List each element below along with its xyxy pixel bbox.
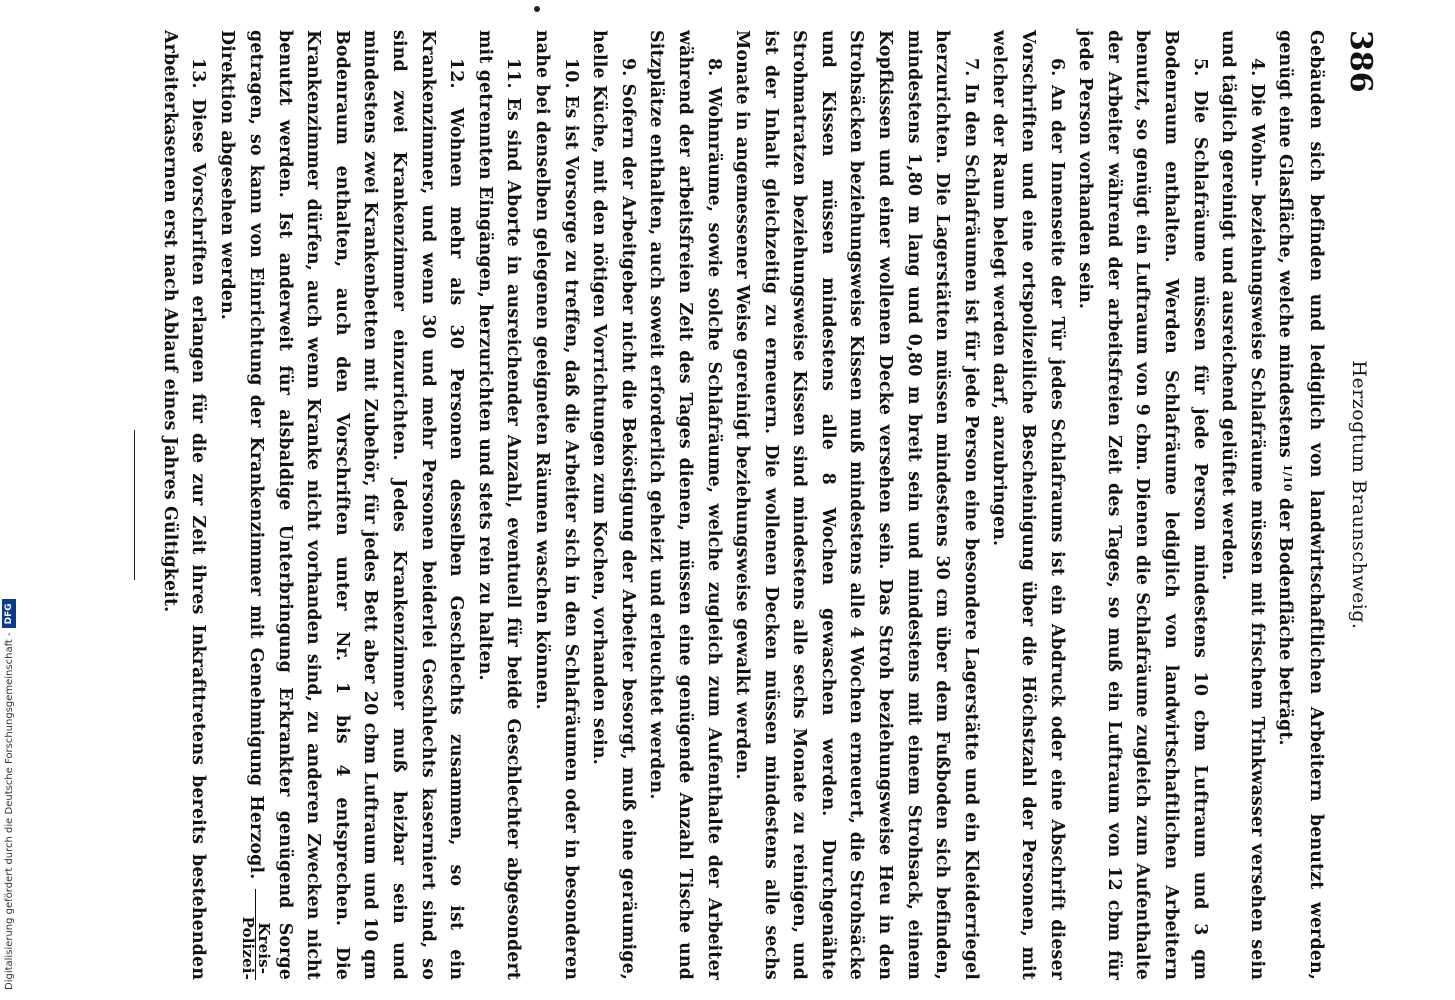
paragraph-5: 5. Die Schlafräume müssen für jede Person mindestens 10 cbm Luftraum und 3 qm Bodenraum enthalten. Werden Schlafräume lediglich von landwirtschaftlichen Arbeitern benutzt, so genügt ein Luftraum von 9 cbm. Dienen die Schlafräume zugleich zum Aufenthalte der Arbeiter während der arbeitsfreien Zeit des Tages, so muß ein Luftraum von 12 cbm für jede Person vorhanden sein. xyxy=(1075,30,1210,980)
document-page xyxy=(140,0,1390,1000)
page-header xyxy=(1338,0,1378,1000)
page-number: 386 xyxy=(1343,30,1378,93)
paragraph-10: 10. Es ist Vorsorge zu treffen, daß die Arbeiter sich in den Schlafräumen oder in besonderen nahe bei denselben gelegenen geeigneten Räumen waschen können. xyxy=(531,30,581,980)
body-text xyxy=(114,30,1330,980)
section-divider xyxy=(134,430,135,580)
paragraph-4: 4. Die Wohn- beziehungsweise Schlafräume müssen mit frischem Trinkwasser versehen sein und täglich gereinigt und ausreichend gelüftet werden. xyxy=(1218,30,1267,980)
paragraph-12: 12. Wohnen mehr als 30 Personen desselben Geschlechts zusammen, so ist ein Krankenzimmer, und wenn 30 und mehr Personen beiderlei Geschlechts kaserniert sind, so sind zwei Krankenzimmer einzurichten. Jedes Krankenzimmer muß heizbar sein und mindestens zwei Krankenbetten mit Zubehör, für jedes Bett aber 20 cbm Luftraum und 10 qm Bodenraum enthalten, auch den Vorschriften unter Nr. 1 bis 4 entsprechen. Die Krankenzimmer dürfen, auch wenn Kranke nicht vorhanden sind, zu anderen Zwecken nicht benutzt werden. Ist anderweit für alsbaldige Unterbringung Erkrankter genügend Sorge getragen, so kann von Einrichtung der Krankenzimmer mit Genehmigung Herzogl. Kreis- Polizei- Direktion abgesehen werden. xyxy=(217,30,467,980)
fraction: 1/10 xyxy=(1281,464,1295,492)
paragraph-6: 6. An der Innenseite der Tür jedes Schlafraums ist ein Abdruck oder eine Abschrift dieser Vorschriften und eine ortspolizeiliche Bescheinigung über die Höchstzahl der Personen, mit welcher der Raum belegt werden darf, anzubringen. xyxy=(989,30,1067,980)
paragraph-continuation: Gebäuden sich befinden und lediglich von landwirtschaftlichen Arbeitern benutzt werden, genügt eine Glasfläche, welche mindestens $^{1/10}$ der Bodenfläche beträgt. xyxy=(1275,30,1326,980)
paragraph-9: 9. Sofern der Arbeitgeber nicht die Beköstigung der Arbeiter besorgt, muß eine geräumige, helle Küche, mit den nötigen Vorrichtungen zum Kochen, vorhanden sein. xyxy=(589,30,638,980)
dfg-logo-icon: DFG xyxy=(2,599,16,628)
margin-dot xyxy=(534,6,540,12)
running-head: Herzogtum Braunschweig. xyxy=(1348,360,1370,630)
digitization-credit: Digitalisierung gefördert durch die Deutsche Forschungsgemeinschaft - DFG xyxy=(2,599,16,990)
paragraph-11: 11. Es sind Aborte in ausreichender Anzahl, eventuell für beide Geschlechter abgesondert mit getrennten Eingängen, herzurichten und stets rein zu halten. xyxy=(474,30,524,980)
paragraph-7: 7. In den Schlafräumen ist für jede Person eine besondere Lagerstätte und ein Kleiderriegel herzurichten. Die Lagerstätten müssen mindestens 30 cm über dem Fußboden sich befinden, mindestens 1,80 m lang und 0,80 m breit sein und mindestens mit einem Strohsack, einem Kopfkissen und einer wollenen Decke versehen sein. Das Stroh beziehungsweise Heu in den Strohsäcken beziehungsweise Kissen muß mindestens alle 4 Wochen erneuert, die Strohsäcke und Kissen müssen mindestens alle 8 Wochen gewaschen werden. Durchgenähte Strohmatratzen beziehungsweise Kissen sind mindestens alle sechs Monate zu reinigen, und ist der Inhalt gleichzeitig zu erneuern. Die wollenen Decken müssen mindestens alle sechs Monate in angemessener Weise gereinigt beziehungsweise gewalkt werden. xyxy=(732,30,981,980)
paragraph-8: 8. Wohnräume, sowie solche Schlafräume, welche zugleich zum Aufenthalte der Arbeiter während der arbeitsfreien Zeit des Tages dienen, müssen eine genügende Anzahl Tische und Sitzplätze enthalten, auch soweit erforderlich geheizt und erleuchtet werden. xyxy=(646,30,724,980)
paragraph-13: 13. Diese Vorschriften erlangen für die zur Zeit ihres Inkrafttretens bereits bestehenden Arbeiterkasernen erst nach Ablauf eines Jahres Gültigkeit. xyxy=(159,30,209,980)
authority-stack: Kreis- Polizei- xyxy=(241,889,270,980)
